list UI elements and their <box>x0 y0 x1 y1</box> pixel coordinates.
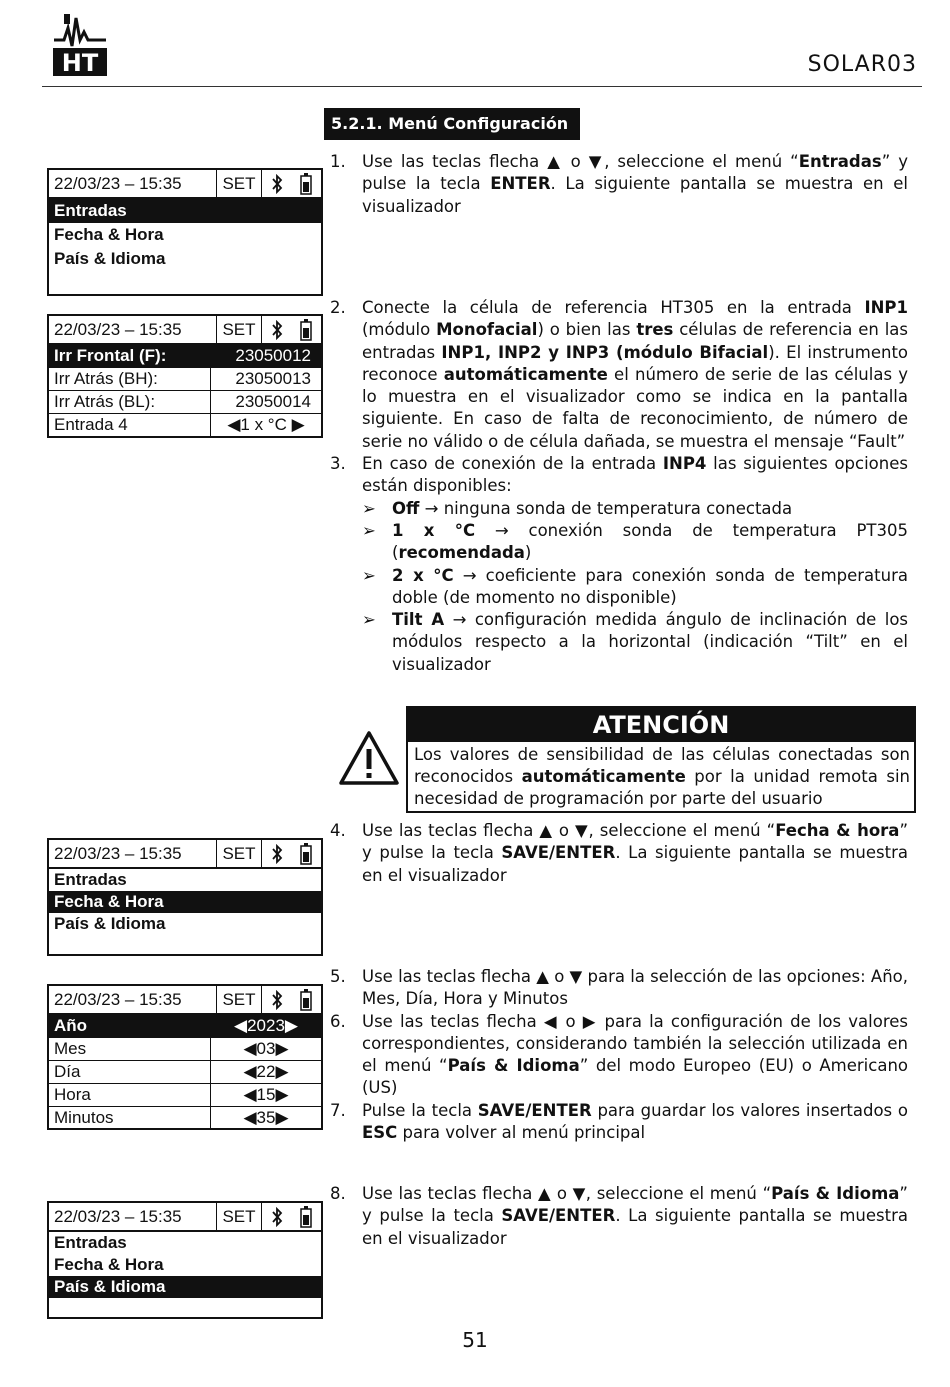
screen-set-label: SET <box>217 986 262 1013</box>
ht-logo <box>50 10 110 78</box>
field-row-minutos[interactable] <box>49 1107 321 1129</box>
menu-item-fecha-hora[interactable]: Fecha & Hora <box>54 225 164 244</box>
row-value: ◀03▶ <box>243 1039 289 1058</box>
device-screen-inputs <box>47 314 323 438</box>
steps-5-7: 5. Use las teclas flecha ▲ o ▼ para la selección de las opciones: Año, Mes, Día, Hora y Minutos 6. Use las teclas flecha ◀ o ▶ para la configuración de los valores correspondientes, considerando también la selección utilizada en el menú “País & Idioma” del modo Europeo (EU) o Americano (US) 7. Pulse la tecla SAVE/ENTER para guardar los valores insertados o ESC para volver al menú principal <box>330 967 908 1143</box>
screen-datetime: 22/03/23 – 15:35 <box>49 316 217 343</box>
device-screen-menu-1 <box>47 168 323 296</box>
field-row-dia[interactable] <box>49 1061 321 1084</box>
field-row-mes[interactable] <box>49 1038 321 1061</box>
screen-datetime: 22/03/23 – 15:35 <box>49 170 217 197</box>
row-label: Mes <box>49 1038 211 1060</box>
battery-icon <box>300 319 312 341</box>
screen-set-label: SET <box>217 316 262 343</box>
bluetooth-icon <box>271 990 283 1010</box>
screen-header <box>49 1203 321 1232</box>
attention-box <box>406 706 916 813</box>
document-title: SOLAR03 <box>807 52 917 77</box>
screen-set-label: SET <box>217 840 262 867</box>
bluetooth-icon <box>271 1207 283 1227</box>
row-label: Hora <box>49 1084 211 1106</box>
screen-set-label: SET <box>217 1203 262 1230</box>
row-value: ◀1 x °C ▶ <box>227 415 305 434</box>
screen-header <box>49 986 321 1015</box>
menu-item-fecha-hora[interactable]: Fecha & Hora <box>54 1255 164 1274</box>
step-8: 8. Use las teclas flecha ▲ o ▼, seleccione el menú “País & Idioma” y pulse la tecla SAVE/ENTER. La siguiente pantalla se muestra en el visualizador <box>330 1184 908 1248</box>
menu-item-pais-idioma[interactable]: País & Idioma <box>54 914 166 933</box>
row-value: ◀35▶ <box>243 1108 289 1127</box>
device-screen-menu-3 <box>47 1201 323 1319</box>
screen-datetime: 22/03/23 – 15:35 <box>49 840 217 867</box>
row-label: Año <box>49 1015 211 1037</box>
steps-2-3: 2. Conecte la célula de referencia HT305 en la entrada INP1 (módulo Monofacial) o bien las tres células de referencia en las entradas INP1, INP2 y INP3 (módulo Bifacial). El instrumento reconoce automáticamente el número de serie de las células y lo muestra en el visualizador como se indica en la pantalla siguiente. En caso de falta de reconocimiento, de número de serie no válido o de célula dañada, se muestra el mensaje “Fault” 3. En caso de conexión de la entrada INP4 las siguientes opciones están disponibles: ➢ Off → ninguna sonda de temperatura conectada ➢ 1 x °C → conexión sonda de temperatura PT305 (recomendada) ➢ 2 x °C → coeficiente para conexión sonda de temperatura doble (de momento no disponible) ➢ Tilt A → configuración medida ángulo de inclinación de los módulos respecto a la horizontal (indicación “Tilt” en el visualizador <box>330 298 909 674</box>
menu-item-pais-idioma[interactable]: País & Idioma <box>49 1276 321 1298</box>
row-value: 23050014 <box>235 392 311 411</box>
input-row-irr-frontal[interactable] <box>49 345 321 368</box>
section-title: 5.2.1. Menú Configuración <box>324 108 580 140</box>
menu-item-pais-idioma[interactable]: País & Idioma <box>54 249 166 268</box>
row-label: Día <box>49 1061 211 1083</box>
page-number: 51 <box>462 1328 488 1352</box>
screen-set-label: SET <box>217 170 262 197</box>
battery-icon <box>300 1206 312 1228</box>
battery-icon <box>300 843 312 865</box>
field-row-hora[interactable] <box>49 1084 321 1107</box>
row-value: 23050012 <box>235 346 311 365</box>
row-label: Irr Frontal (F): <box>49 345 211 367</box>
input-row-entrada-4[interactable] <box>49 414 321 436</box>
menu-item-fecha-hora[interactable]: Fecha & Hora <box>49 891 321 913</box>
screen-datetime: 22/03/23 – 15:35 <box>49 1203 217 1230</box>
menu-item-entradas[interactable]: Entradas <box>54 870 127 889</box>
logo-text: HT <box>61 49 99 77</box>
row-value: ◀22▶ <box>243 1062 289 1081</box>
battery-icon <box>300 989 312 1011</box>
row-label: Irr Atrás (BH): <box>49 368 211 390</box>
row-label: Entrada 4 <box>49 414 211 436</box>
bluetooth-icon <box>271 844 283 864</box>
row-label: Irr Atrás (BL): <box>49 391 211 413</box>
step-4: 4. Use las teclas flecha ▲ o ▼, seleccione el menú “Fecha & hora” y pulse la tecla SAVE/ENTER. La siguiente pantalla se muestra en el visualizador <box>330 821 909 885</box>
screen-header <box>49 840 321 869</box>
step-1: 1. Use las teclas flecha ▲ o ▼, seleccione el menú “Entradas” y pulse la tecla ENTER. La siguiente pantalla se muestra en el visualizador <box>330 152 908 216</box>
attention-text: Los valores de sensibilidad de las células conectadas son reconocidos automáticamente por la unidad remota sin necesidad de programación por parte del usuario <box>414 745 910 808</box>
input-row-irr-atras-bh[interactable] <box>49 368 321 391</box>
attention-title: ATENCIÓN <box>408 708 914 742</box>
row-value: ◀15▶ <box>243 1085 289 1104</box>
screen-header <box>49 316 321 345</box>
menu-item-entradas[interactable]: Entradas <box>54 1233 127 1252</box>
field-row-ano[interactable] <box>49 1015 321 1038</box>
screen-header <box>49 170 321 199</box>
device-screen-datetime <box>47 984 323 1130</box>
row-value: 23050013 <box>235 369 311 388</box>
bluetooth-icon <box>271 320 283 340</box>
header-divider <box>42 86 922 87</box>
screen-datetime: 22/03/23 – 15:35 <box>49 986 217 1013</box>
bluetooth-icon <box>271 174 283 194</box>
input-row-irr-atras-bl[interactable] <box>49 391 321 414</box>
battery-icon <box>300 173 312 195</box>
warning-icon <box>338 730 400 786</box>
device-screen-menu-2 <box>47 838 323 956</box>
menu-item-entradas[interactable]: Entradas <box>49 199 321 223</box>
row-value: ◀2023▶ <box>234 1016 298 1035</box>
row-label: Minutos <box>49 1107 211 1129</box>
